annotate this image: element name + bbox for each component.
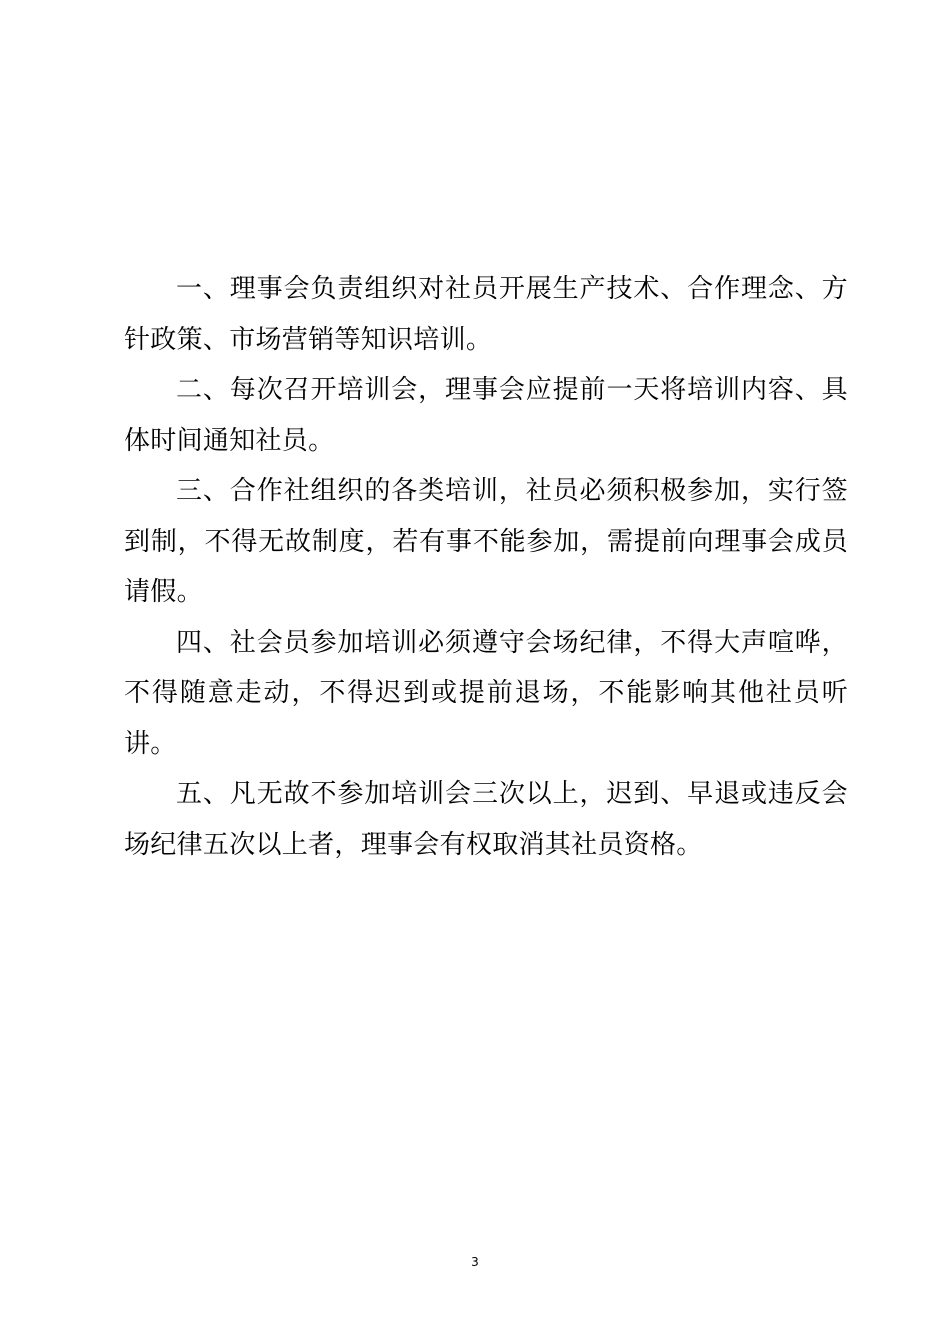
paragraph-5: 五、凡无故不参加培训会三次以上，迟到、早退或违反会场纪律五次以上者，理事会有权取消其社员资格。 xyxy=(124,779,848,860)
paragraph-2: 二、每次召开培训会，理事会应提前一天将培训内容、具体时间通知社员。 xyxy=(124,375,848,456)
page-number: 3 xyxy=(471,1255,479,1269)
paragraph-3: 三、合作社组织的各类培训，社员必须积极参加，实行签到制，不得无故制度，若有事不能参加，需提前向理事会成员请假。 xyxy=(124,476,848,607)
paragraph-4: 四、社会员参加培训必须遵守会场纪律，不得大声喧哗，不得随意走动，不得迟到或提前退场，不能影响其他社员听讲。 xyxy=(124,627,848,759)
document-body xyxy=(124,264,848,870)
paragraph-1: 一、理事会负责组织对社员开展生产技术、合作理念、方针政策、市场营销等知识培训。 xyxy=(124,274,848,355)
